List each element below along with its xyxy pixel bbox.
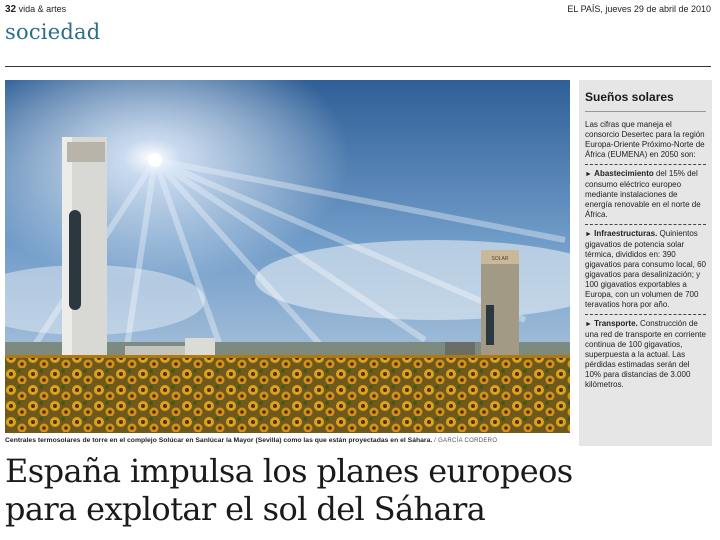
sidebar-divider <box>585 224 706 225</box>
sidebar-item <box>585 169 706 220</box>
sidebar-item <box>585 319 706 390</box>
sidebar-divider <box>585 164 706 165</box>
sidebar-item-heading: Transporte. <box>594 319 638 328</box>
arrow-icon: ► <box>585 231 592 238</box>
headline-line-2: para explotar el sol del Sáhara <box>5 490 486 528</box>
masthead-date: EL PAÍS, jueves 29 de abril de 2010 <box>567 4 711 14</box>
main-photo <box>5 80 570 433</box>
header-divider <box>5 66 711 67</box>
section-small-label: vida & artes <box>18 4 67 14</box>
headline-line-1: España impulsa los planes europeos <box>5 452 573 490</box>
solar-plant-illustration <box>5 80 570 433</box>
sidebar-item-heading: Abastecimiento <box>594 169 654 178</box>
photo-caption <box>5 437 570 444</box>
sidebar-title-rule <box>585 111 706 112</box>
photo-credit: / GARCÍA CORDERO <box>434 438 498 444</box>
sunflower-field <box>5 358 570 433</box>
sidebar-item-heading: Infraestructuras. <box>594 229 658 238</box>
sidebar-intro: Las cifras que maneja el consorcio Desertec para la región Europa-Oriente Próximo-Norte de África (EUMENA) en 2050 son: <box>585 120 705 159</box>
solar-tower-left <box>62 137 107 357</box>
arrow-icon: ► <box>585 321 592 328</box>
section-title: sociedad <box>5 20 101 44</box>
sun-glare <box>148 153 162 167</box>
arrow-icon: ► <box>585 171 592 178</box>
page-header <box>5 4 711 18</box>
sidebar-box <box>579 80 712 446</box>
sidebar-divider <box>585 314 706 315</box>
page-number: 32 <box>5 4 17 15</box>
sidebar-item-text: del 15% del consumo eléctrico europeo mediante instalaciones de energía renovable en el norte de África. <box>585 169 701 219</box>
solar-tower-right <box>481 250 519 357</box>
sidebar-item-text: Construcción de una red de transporte en corriente continua de 100 gigavatios, superpuesta a la actual. Las pérdidas estimadas serán del 10% para distancias de 3.000 kilómetros. <box>585 319 706 389</box>
article-headline <box>5 452 605 528</box>
tower-label: SOLAR <box>491 256 509 262</box>
sidebar-item <box>585 229 706 310</box>
sidebar-item-text: Quinientos gigavatios de potencia solar térmica, divididos en: 390 gigavatios para consumo local, 60 gigavatios para desalinización; y 100 gigavatios exportables a Europa, con un volumen de 700 teravatios hora por año. <box>585 229 706 309</box>
caption-text: Centrales termosolares de torre en el complejo Solúcar en Sanlúcar la Mayor (Sevilla) como las que están proyectadas en el Sáhara. <box>5 437 433 444</box>
sidebar-title: Sueños solares <box>585 90 674 104</box>
